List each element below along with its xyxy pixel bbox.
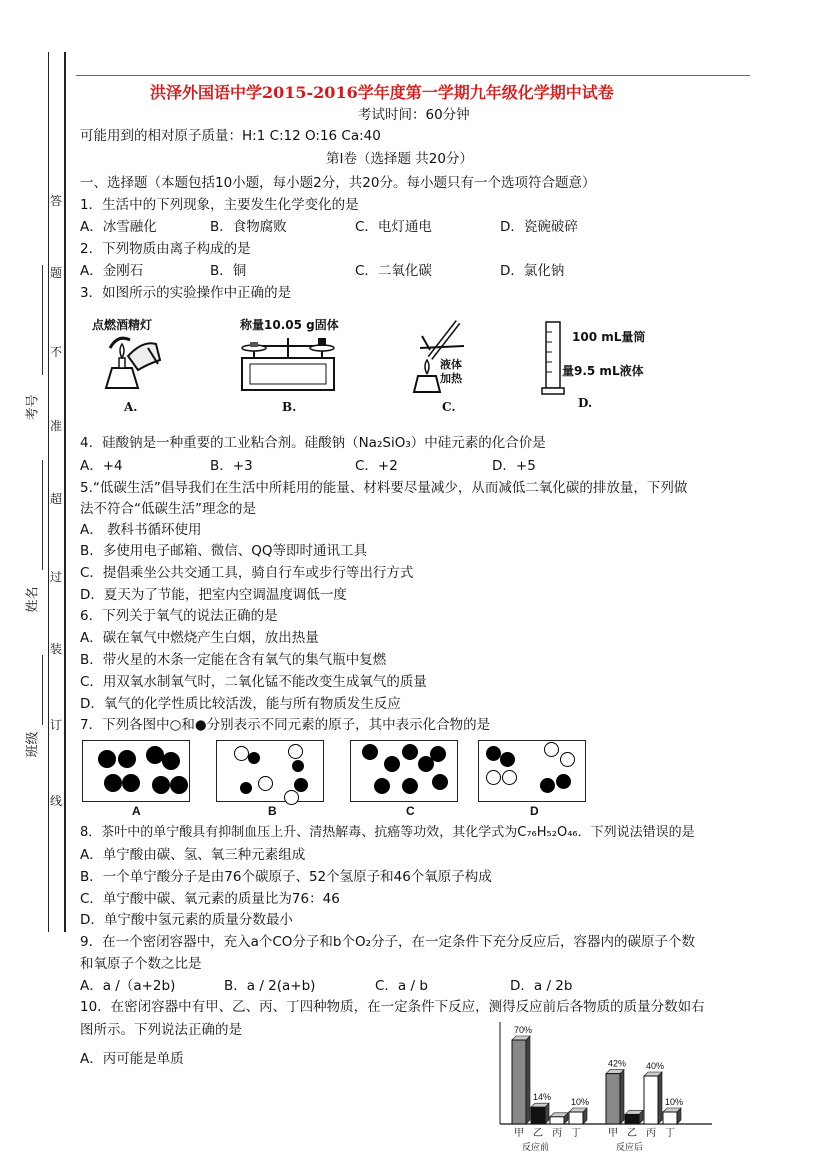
black-atom-icon bbox=[162, 752, 180, 770]
q2-option-b: B．铜 bbox=[210, 263, 247, 279]
q9-option-a: A．a /（a+2b) bbox=[80, 978, 176, 994]
bar-value-label: 14% bbox=[533, 1092, 552, 1103]
black-atom-icon bbox=[500, 752, 515, 767]
side-rule-2 bbox=[42, 460, 43, 570]
black-atom-icon bbox=[118, 750, 136, 768]
binding-char: 答 bbox=[50, 194, 63, 208]
q6-option-d: D．氧气的化学性质比较活泼，能与所有物质发生反应 bbox=[80, 696, 401, 712]
category-label: 甲 bbox=[514, 1128, 524, 1139]
binding-char: 装 bbox=[50, 642, 63, 656]
balance-icon bbox=[236, 332, 340, 396]
bar-value-label: 10% bbox=[571, 1097, 590, 1107]
q10-stem-2: 图所示。下列说法正确的是 bbox=[80, 1022, 242, 1038]
section-heading: 一、选择题（本题包括10小题，每小题2分，共20分。每小题只有一个选项符合题意） bbox=[80, 175, 596, 191]
q4-option-c: C．+2 bbox=[355, 458, 398, 474]
black-atom-icon bbox=[292, 760, 304, 772]
black-atom-icon bbox=[556, 774, 571, 789]
q1-option-d: D．瓷碗破碎 bbox=[500, 219, 578, 235]
q3-fig-d-caption-2: 量9.5 mL液体 bbox=[562, 364, 644, 378]
white-atom-icon bbox=[288, 744, 303, 759]
q10-stem-1: 10．在密闭容器中有甲、乙、丙、丁四种物质，在一定条件下反应，测得反应前后各物质的质量分数如右 bbox=[80, 999, 705, 1015]
q1-option-b: B．食物腐败 bbox=[210, 219, 287, 235]
q3-stem: 3．如图所示的实验操作中正确的是 bbox=[80, 285, 292, 301]
q4-stem: 4．硅酸钠是一种重要的工业粘合剂。硅酸钠（Na₂SiO₃）中硅元素的化合价是 bbox=[80, 435, 546, 451]
black-atom-icon bbox=[240, 782, 252, 794]
side-rule-3 bbox=[42, 655, 43, 725]
bar-side bbox=[620, 1070, 624, 1124]
q3-fig-c-caption-2: 加热 bbox=[440, 372, 462, 385]
bar-after-1 bbox=[625, 1114, 639, 1124]
black-atom-icon bbox=[540, 778, 555, 793]
black-atom-icon bbox=[152, 776, 170, 794]
side-label-exam-number: 考号 bbox=[25, 394, 41, 421]
q7-label-a: A bbox=[132, 804, 141, 818]
binding-char: 准 bbox=[50, 419, 63, 433]
q9-stem-1: 9．在一个密闭容器中，充入a个CO分子和b个O₂分子，在一定条件下充分反应后，容器内的碳原子个数 bbox=[80, 934, 696, 950]
bar-side bbox=[526, 1036, 530, 1124]
binding-char: 过 bbox=[50, 570, 63, 584]
category-label: 丁 bbox=[665, 1128, 675, 1139]
q9-stem-2: 和氧原子个数之比是 bbox=[80, 956, 202, 972]
white-atom-icon bbox=[234, 746, 249, 761]
binding-line-outer bbox=[64, 52, 66, 932]
q7-label-d: D bbox=[530, 804, 539, 818]
q7-box-b bbox=[216, 740, 324, 802]
black-atom-icon bbox=[384, 756, 400, 772]
q4-option-d: D．+5 bbox=[492, 458, 536, 474]
category-label: 乙 bbox=[627, 1128, 637, 1139]
black-atom-icon bbox=[374, 778, 390, 794]
q6-option-b: B．带火星的木条一定能在含有氧气的集气瓶中复燃 bbox=[80, 652, 387, 668]
q2-option-a: A．金刚石 bbox=[80, 263, 144, 279]
bar-side bbox=[658, 1072, 662, 1124]
side-label-class: 班级 bbox=[25, 731, 41, 758]
black-atom-icon bbox=[98, 750, 116, 768]
q4-option-a: A．+4 bbox=[80, 458, 123, 474]
q7-label-b: B bbox=[268, 804, 277, 818]
white-atom-icon bbox=[284, 790, 299, 805]
group-label: 反应后 bbox=[616, 1143, 644, 1153]
q5-option-d: D．夏天为了节能，把室内空调温度调低一度 bbox=[80, 587, 347, 603]
q6-stem: 6．下列关于氧气的说法正确的是 bbox=[80, 608, 278, 624]
bar-value-label: 10% bbox=[665, 1097, 684, 1107]
graduated-cylinder-icon bbox=[540, 318, 570, 398]
black-atom-icon bbox=[486, 746, 501, 761]
white-atom-icon bbox=[560, 752, 575, 767]
binding-char: 线 bbox=[50, 794, 63, 808]
black-atom-icon bbox=[430, 746, 446, 762]
q7-label-c: C bbox=[406, 804, 415, 818]
q5-option-a: A． 教科书循环使用 bbox=[80, 522, 202, 538]
q3-label-b: B. bbox=[282, 400, 297, 414]
black-atom-icon bbox=[294, 778, 308, 792]
bar-before-1 bbox=[531, 1107, 545, 1124]
header-rule bbox=[76, 75, 750, 76]
black-atom-icon bbox=[402, 778, 418, 794]
alcohol-lamp-icon bbox=[88, 330, 168, 402]
black-atom-icon bbox=[432, 774, 448, 790]
q8-option-a: A．单宁酸由碳、氢、氧三种元素组成 bbox=[80, 847, 306, 863]
bar-before-0 bbox=[512, 1040, 526, 1124]
side-label-name: 姓名 bbox=[25, 586, 41, 613]
bar-value-label: 70% bbox=[514, 1025, 533, 1035]
q8-option-d: D．单宁酸中氢元素的质量分数最小 bbox=[80, 912, 293, 928]
q2-stem: 2．下列物质由离子构成的是 bbox=[80, 241, 251, 257]
q3-label-a: A. bbox=[124, 400, 138, 414]
bar-after-0 bbox=[606, 1074, 620, 1124]
bar-before-2 bbox=[550, 1117, 564, 1124]
bar-value-label: 40% bbox=[646, 1061, 665, 1071]
q1-option-c: C．电灯通电 bbox=[355, 219, 432, 235]
q4-option-b: B．+3 bbox=[210, 458, 253, 474]
black-atom-icon bbox=[362, 744, 378, 760]
binding-char: 超 bbox=[50, 492, 63, 506]
exam-time: 考试时间：60分钟 bbox=[358, 107, 470, 123]
q10-bar-chart bbox=[496, 1018, 716, 1158]
q6-option-a: A．碳在氧气中燃烧产生白烟，放出热量 bbox=[80, 630, 319, 646]
q2-option-d: D．氯化钠 bbox=[500, 263, 565, 279]
q7-stem: 7．下列各图中○和●分别表示不同元素的原子，其中表示化合物的是 bbox=[80, 717, 491, 733]
category-label: 乙 bbox=[533, 1128, 543, 1139]
q3-label-d: D. bbox=[578, 396, 593, 410]
black-atom-icon bbox=[248, 752, 260, 764]
q3-fig-d-caption-1: 100 mL量筒 bbox=[572, 330, 646, 344]
bar-before-3 bbox=[569, 1112, 583, 1124]
q9-option-c: C．a / b bbox=[375, 978, 428, 994]
white-atom-icon bbox=[258, 776, 273, 791]
category-label: 丙 bbox=[552, 1128, 562, 1139]
black-atom-icon bbox=[402, 744, 418, 760]
q3-fig-c-caption-1: 液体 bbox=[440, 358, 462, 371]
exam-title: 洪泽外国语中学2015-2016学年度第一学期九年级化学期中试卷 bbox=[150, 83, 614, 102]
bar-value-label: 42% bbox=[608, 1058, 627, 1069]
binding-char: 订 bbox=[50, 718, 63, 732]
q5-option-b: B．多使用电子邮箱、微信、QQ等即时通讯工具 bbox=[80, 543, 368, 559]
category-label: 甲 bbox=[608, 1128, 618, 1139]
black-atom-icon bbox=[170, 776, 188, 794]
q3-label-c: C. bbox=[442, 400, 456, 414]
category-label: 丙 bbox=[646, 1128, 656, 1139]
white-atom-icon bbox=[486, 770, 501, 785]
q5-stem-1: 5.“低碳生活”倡导我们在生活中所耗用的能量、材料要尽量减少，从而减低二氧化碳的排放量，下列做 bbox=[80, 480, 688, 496]
atomic-mass: 可能用到的相对原子质量：H:1 C:12 O:16 Ca:40 bbox=[80, 128, 381, 144]
q9-option-b: B．a / 2(a+b) bbox=[224, 978, 316, 994]
bar-after-2 bbox=[644, 1076, 658, 1124]
q8-option-b: B．一个单宁酸分子是由76个碳原子、52个氢原子和46个氧原子构成 bbox=[80, 869, 492, 885]
q8-stem: 8．茶叶中的单宁酸具有抑制血压上升、清热解毒、抗癌等功效，其化学式为C₇₆H₅₂O₄₆．下列说法错误的是 bbox=[80, 825, 695, 840]
side-rule-1 bbox=[42, 265, 43, 375]
q1-stem: 1．生活中的下列现象，主要发生化学变化的是 bbox=[80, 197, 359, 213]
q1-option-a: A．冰雪融化 bbox=[80, 219, 157, 235]
q3-fig-b-caption: 称量10.05 g固体 bbox=[240, 318, 339, 332]
q5-stem-2: 法不符合“低碳生活”理念的是 bbox=[80, 501, 256, 517]
q3-fig-a-caption: 点燃酒精灯 bbox=[92, 318, 153, 332]
q5-option-c: C．提倡乘坐公共交通工具，骑自行车或步行等出行方式 bbox=[80, 565, 414, 581]
q6-option-c: C．用双氧水制氧气时，二氧化锰不能改变生成氧气的质量 bbox=[80, 674, 427, 690]
q8-option-c: C．单宁酸中碳、氧元素的质量比为76：46 bbox=[80, 891, 340, 907]
black-atom-icon bbox=[104, 774, 122, 792]
part-heading: 第Ⅰ卷（选择题 共20分） bbox=[326, 151, 473, 167]
bar-after-3 bbox=[663, 1112, 677, 1124]
binding-char: 不 bbox=[50, 345, 63, 359]
category-label: 丁 bbox=[571, 1128, 581, 1139]
white-atom-icon bbox=[502, 770, 517, 785]
group-label: 反应前 bbox=[522, 1143, 550, 1153]
black-atom-icon bbox=[122, 774, 140, 792]
white-atom-icon bbox=[544, 742, 559, 757]
q10-option-a: A．丙可能是单质 bbox=[80, 1051, 184, 1067]
binding-line-inner bbox=[48, 52, 49, 932]
binding-char: 题 bbox=[50, 266, 63, 280]
q2-option-c: C．二氧化碳 bbox=[355, 263, 432, 279]
q9-option-d: D．a / 2b bbox=[510, 978, 573, 994]
